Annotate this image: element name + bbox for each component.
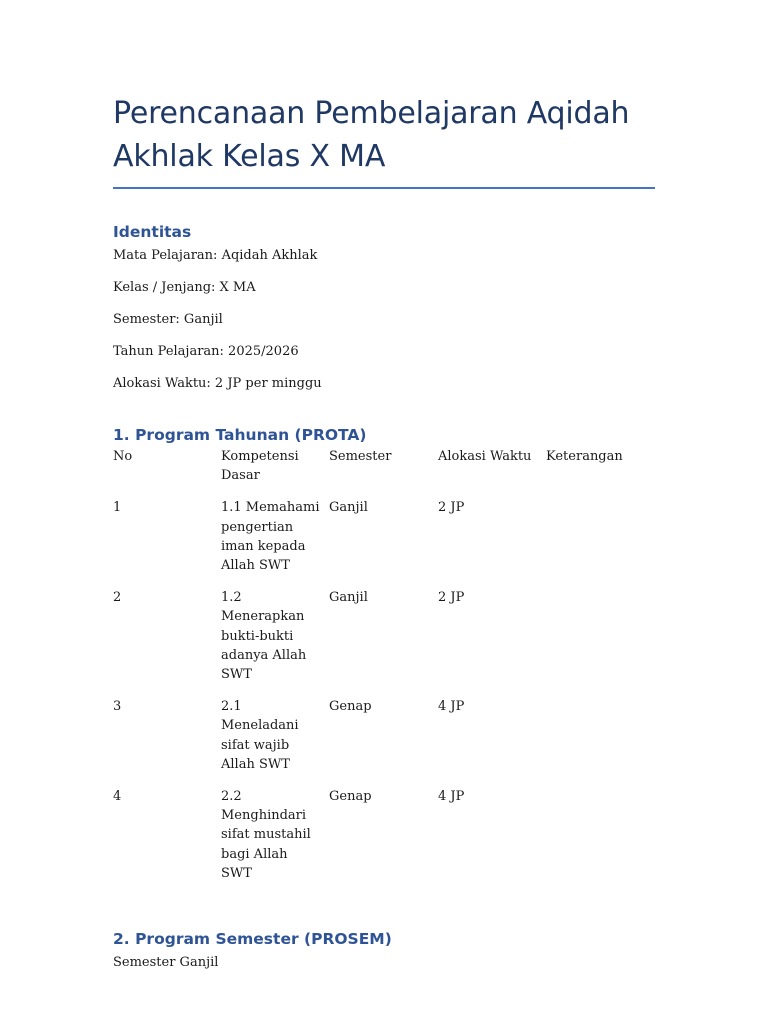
table-cell-alokasi: 2 JP	[438, 590, 465, 606]
table-cell-no: 4	[113, 789, 122, 805]
table-cell-kompetensi: 2.2 Menghindari sifat mustahil bagi Allah SWT	[221, 789, 311, 881]
title-divider	[113, 187, 655, 189]
table-row	[113, 588, 655, 697]
table-cell-semester: Ganjil	[329, 500, 368, 516]
table-cell-keterangan	[546, 697, 655, 787]
column-header-alokasi-waktu: Alokasi Waktu	[438, 449, 532, 464]
table-row	[113, 787, 655, 896]
table-header-row	[113, 447, 655, 498]
identitas-alokasi-waktu: Alokasi Waktu: 2 JP per minggu	[113, 376, 322, 391]
prosem-heading: 2. Program Semester (PROSEM)	[113, 930, 392, 949]
identitas-semester: Semester: Ganjil	[113, 312, 223, 327]
document-title: Perencanaan Pembelajaran Aqidah Akhlak Kelas X MA	[113, 96, 630, 174]
prota-table	[113, 447, 655, 896]
table-cell-kompetensi: 1.1 Memahami pengertian iman kepada Allah SWT	[221, 500, 320, 574]
table-cell-alokasi: 4 JP	[438, 789, 465, 805]
identitas-mata-pelajaran: Mata Pelajaran: Aqidah Akhlak	[113, 248, 318, 263]
table-cell-alokasi: 2 JP	[438, 500, 465, 516]
table-row	[113, 697, 655, 787]
document-page	[113, 92, 655, 972]
table-cell-semester: Ganjil	[329, 590, 368, 606]
prota-heading: 1. Program Tahunan (PROTA)	[113, 426, 367, 444]
table-cell-keterangan	[546, 498, 655, 588]
identitas-list	[113, 246, 655, 393]
table-cell-semester: Genap	[329, 789, 372, 805]
table-cell-no: 1	[113, 500, 122, 516]
identitas-tahun-pelajaran: Tahun Pelajaran: 2025/2026	[113, 344, 299, 359]
column-header-no: No	[113, 449, 133, 464]
column-header-semester: Semester	[329, 449, 392, 464]
table-cell-alokasi: 4 JP	[438, 699, 465, 715]
table-row	[113, 498, 655, 588]
table-cell-no: 2	[113, 590, 122, 606]
column-header-keterangan: Keterangan	[546, 449, 623, 464]
table-cell-kompetensi: 1.2 Menerapkan bukti-bukti adanya Allah SWT	[221, 590, 307, 683]
table-cell-keterangan	[546, 787, 655, 896]
table-cell-keterangan	[546, 588, 655, 697]
table-cell-semester: Genap	[329, 699, 372, 715]
table-cell-kompetensi: 2.1 Meneladani sifat wajib Allah SWT	[221, 699, 299, 772]
identitas-kelas: Kelas / Jenjang: X MA	[113, 280, 256, 295]
identitas-heading: Identitas	[113, 223, 192, 241]
column-header-kompetensi-dasar: Kompetensi Dasar	[221, 449, 299, 484]
prosem-semester-label: Semester Ganjil	[113, 955, 219, 971]
table-cell-no: 3	[113, 699, 122, 715]
